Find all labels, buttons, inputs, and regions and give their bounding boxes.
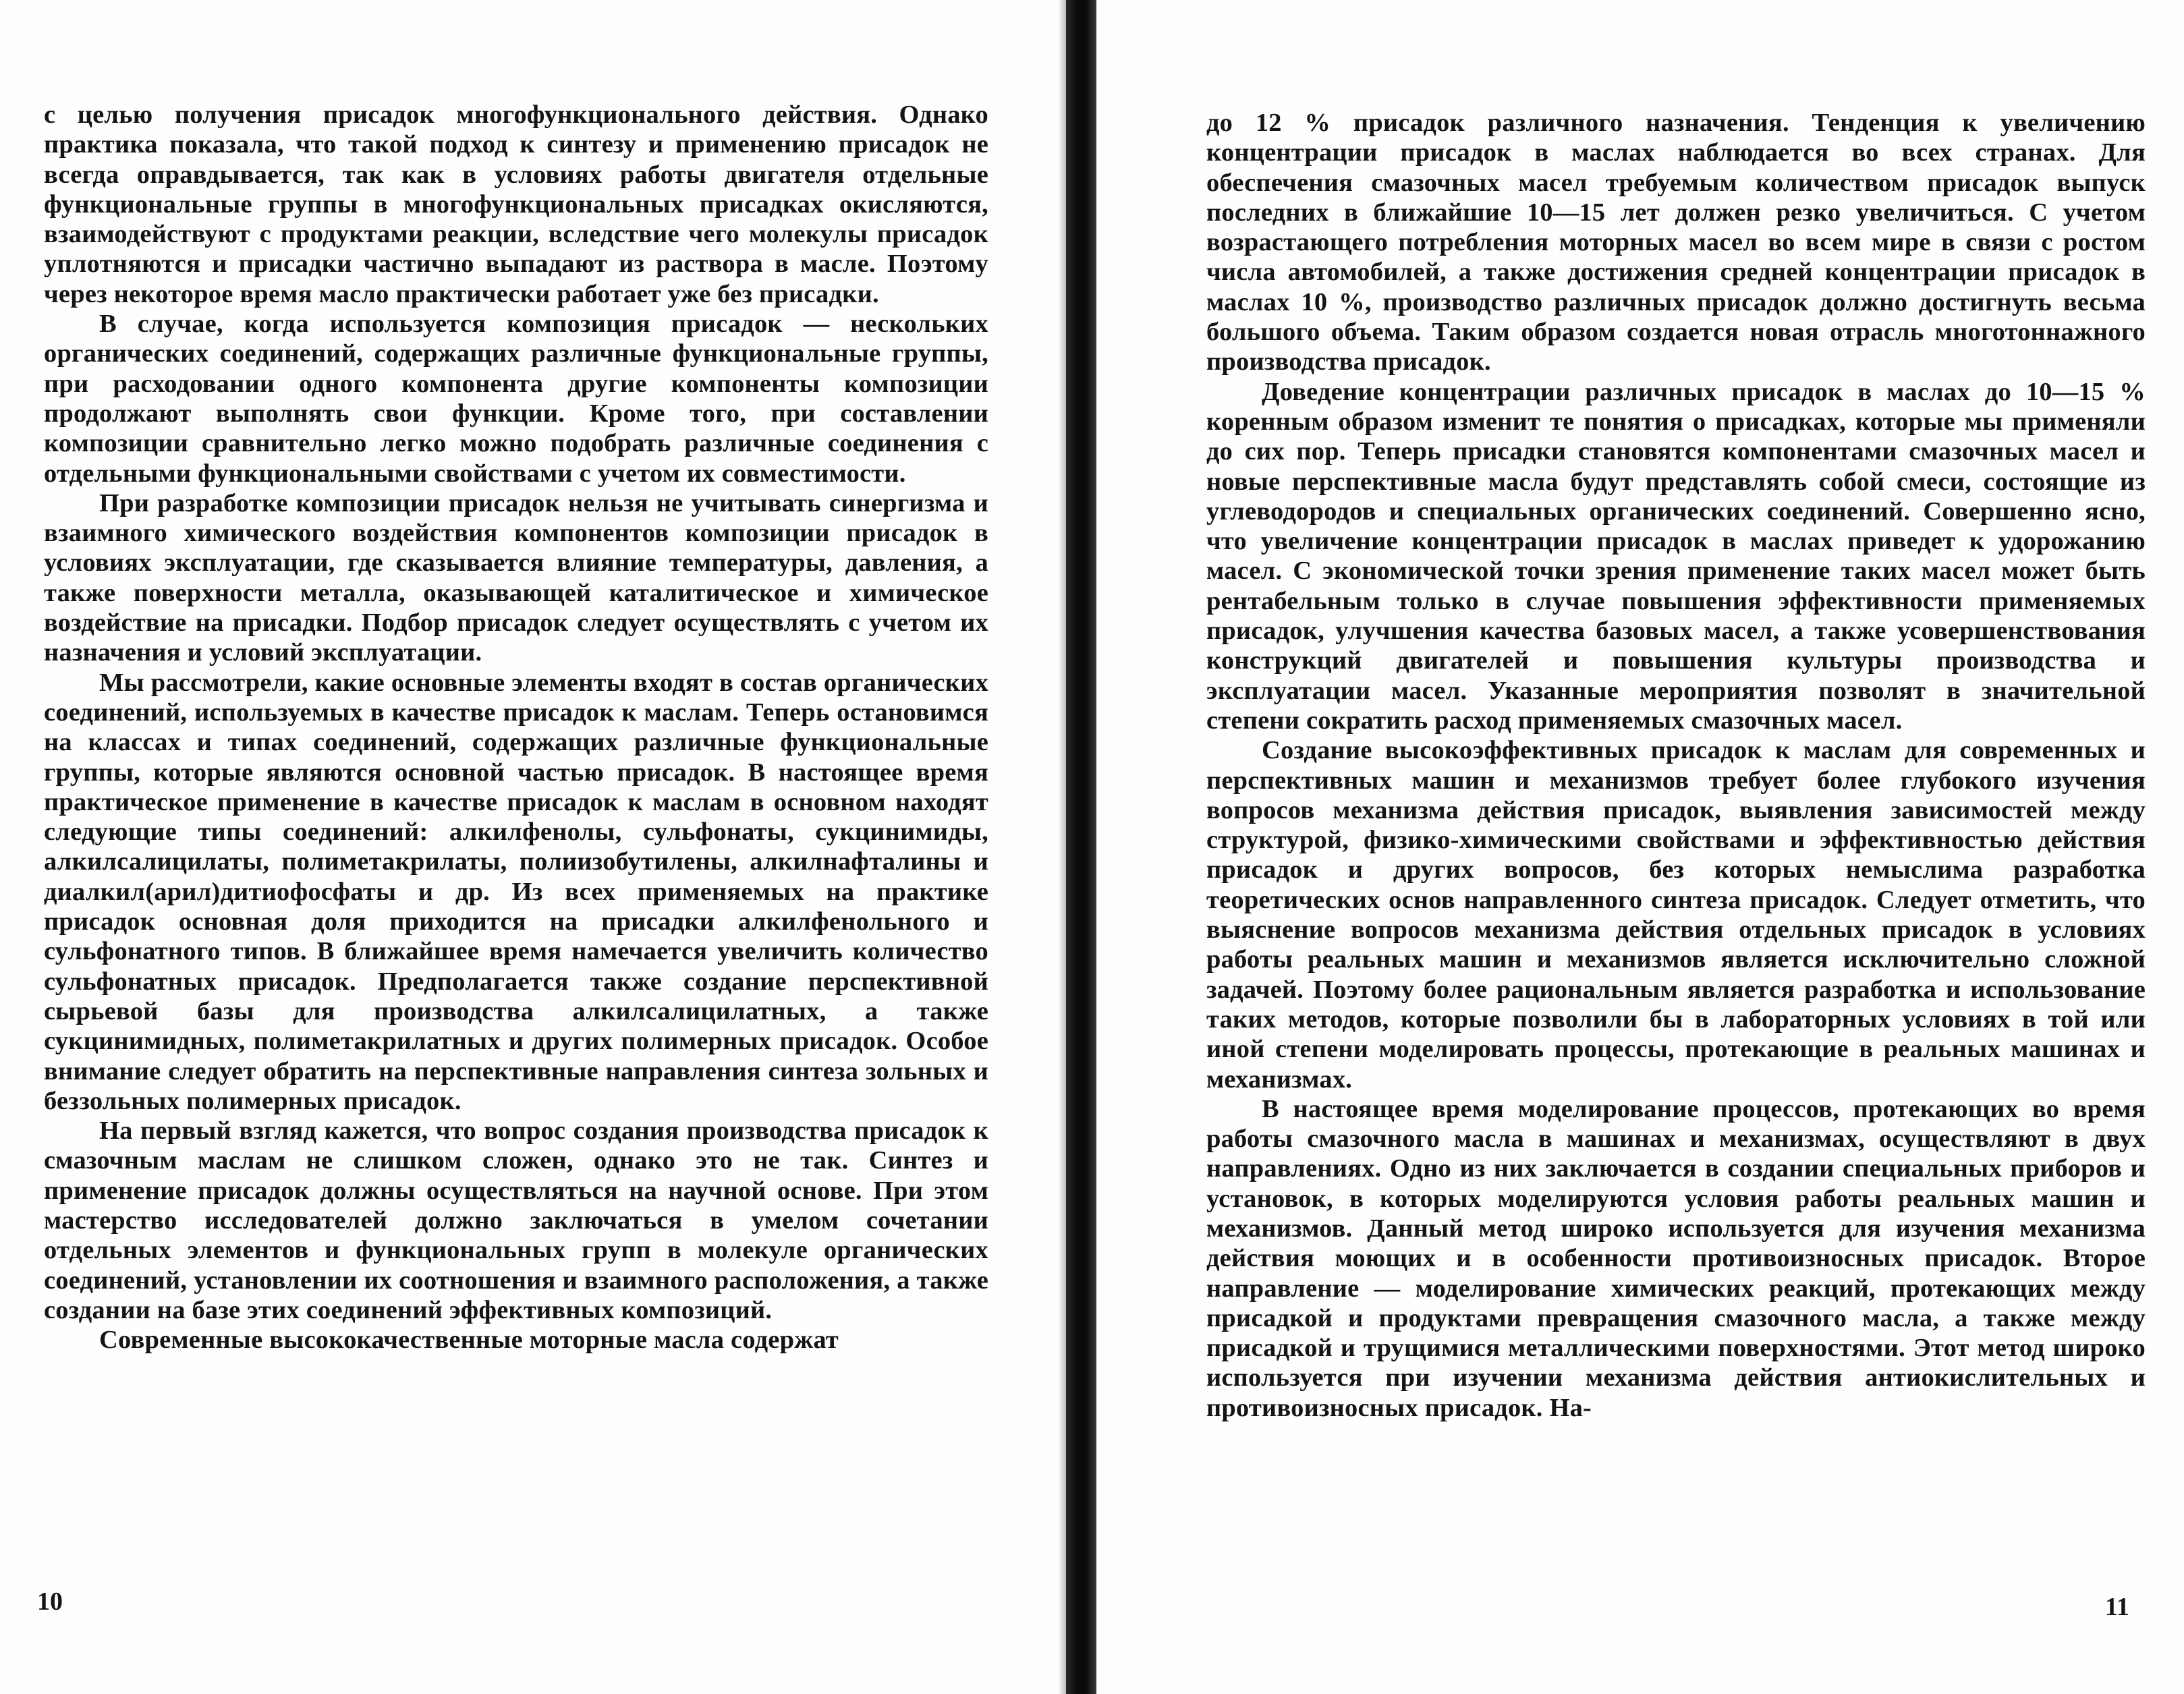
right-page-text <box>1206 108 2146 1423</box>
left-paragraph-6: Современные высококачественные моторные масла содержат <box>99 1326 839 1355</box>
left-paragraph-5: На первый взгляд кажется, что вопрос создания производства присадок к смазочным маслам не слишком сложен, однако это не так. Синтез и применение присадок должны осуществляться на научной основе. При этом мастерство исследователей должно заключаться в умелом сочетании отдельных элементов и функциональных групп в молекуле органических соединений, установлении их соотношения и взаимного расположения, а также создании на базе этих соединений эффективных композиций. <box>44 1117 988 1324</box>
right-paragraph-2: Доведение концентрации различных присадок в маслах до 10—15 % коренным образом изменит те понятия о присадках, которые мы применяли до сих пор. Теперь присадки становятся компонентами смазочных масел и новые перспективные масла будут представлять собой смеси, состоящие из углеводородов и специальных органических соединений. Совершенно ясно, что увеличение концентрации присадок в маслах приведет к удорожанию масел. С экономической точки зрения применение таких масел может быть рентабельным только в случае повышения эффективности применяемых присадок, улучшения качества базовых масел, а также усовершенствования конструкций двигателей и повышения культуры производства и эксплуатации масел. Указанные мероприятия позволят в значительной степени сократить расход применяемых смазочных масел. <box>1206 377 2146 735</box>
book-gutter <box>1066 0 1096 1694</box>
left-page <box>0 0 1066 1694</box>
right-paragraph-4: В настоящее время моделирование процессов, протекающих во время работы смазочного масла в машинах и механизмах, осуществляют в двух направлениях. Одно из них заключается в создании специальных приборов и установок, в которых моделируются условия работы реальных машин и механизмов. Данный метод широко используется для изучения механизма действия моющих и в особенности противоизносных присадок. Второе направление — моделирование химических реакций, протекающих между присадкой и продуктами превращения смазочного масла, а также между присадкой и трущимися металлическими поверхностями. Этот метод широко используется при изучении механизма действия антиокислительных и противоизносных присадок. На- <box>1206 1094 2146 1422</box>
left-page-text <box>44 100 988 1355</box>
right-paragraph-3: Создание высокоэффективных присадок к маслам для современных и перспективных машин и механизмов требует более глубокого изучения вопросов механизма действия присадок, выявления зависимостей между структурой, физико-химическими свойствами и эффективностью действия присадок и других вопросов, без которых немыслима разработка теоретических основ направленного синтеза присадок. Следует отметить, что выяснение вопросов механизма действия отдельных присадок в условиях работы реальных машин и механизмов является исключительно сложной задачей. Поэтому более рациональным является разработка и использование таких методов, которые позволили бы в лабораторных условиях в той или иной степени моделировать процессы, протекающие в реальных машинах и механизмах. <box>1206 736 2146 1094</box>
left-paragraph-3: При разработке композиции присадок нельзя не учитывать синергизма и взаимного химического воздействия компонентов композиции присадок в условиях эксплуатации, где сказывается влияние температуры, давления, а также поверхности металла, оказывающей каталитическое и химическое воздействие на присадки. Подбор присадок следует осуществлять с учетом их назначения и условий эксплуатации. <box>44 488 988 667</box>
right-page <box>1096 0 2184 1694</box>
left-paragraph-2: В случае, когда используется композиция присадок — нескольких органических соединений, содержащих различные функциональные группы, при расходовании одного компонента другие компоненты композиции продолжают выполнять свои функции. Кроме того, при составлении композиции сравнительно легко можно подобрать различные соединения с отдельными функциональными свойствами с учетом их совместимости. <box>44 310 988 488</box>
left-paragraph-4: Мы рассмотрели, какие основные элементы входят в состав органических соединений, используемых в качестве присадок к маслам. Теперь остановимся на классах и типах соединений, содержащих различные функциональные группы, которые являются основной частью присадок. В настоящее время практическое применение в качестве присадок к маслам в основном находят следующие типы соединений: алкилфенолы, сульфонаты, сукцинимиды, алкилсалицилаты, полиметакрилаты, полиизобутилены, алкилнафталины и диалкил(арил)дитиофосфаты и др. Из всех применяемых на практике присадок основная доля приходится на присадки алкилфенольного и сульфонатного типов. В ближайшее время намечается увеличить количество сульфонатных присадок. Предполагается также создание перспективной сырьевой базы для производства алкилсалицилатных, а также сукцинимидных, полиметакрилатных и других полимерных присадок. Особое внимание следует обратить на перспективные направления синтеза зольных и беззольных полимерных присадок. <box>44 668 988 1115</box>
left-page-number: 10 <box>37 1587 63 1616</box>
page-shadow <box>1058 0 1066 1694</box>
right-page-number: 11 <box>2105 1593 2129 1621</box>
left-paragraph-1: с целью получения присадок многофункционального действия. Однако практика показала, что такой подход к синтезу и применению присадок не всегда оправдывается, так как в условиях работы двигателя отдельные функциональные группы в многофункциональных присадках окисляются, взаимодействуют с продуктами реакции, вследствие чего молекулы присадок уплотняются и присадки частично выпадают из раствора в масле. Поэтому через некоторое время масло практически работает уже без присадки. <box>44 101 988 308</box>
right-paragraph-1: до 12 % присадок различного назначения. Тенденция к увеличению концентрации присадок в маслах наблюдается во всех странах. Для обеспечения смазочных масел требуемым количеством присадок выпуск последних в ближайшие 10—15 лет должен резко увеличиться. С учетом возрастающего потребления моторных масел во всем мире в связи с ростом числа автомобилей, а также достижения средней концентрации присадок в маслах 10 %, производство различных присадок должно достигнуть весьма большого объема. Таким образом создается новая отрасль многотоннажного производства присадок. <box>1206 109 2146 376</box>
